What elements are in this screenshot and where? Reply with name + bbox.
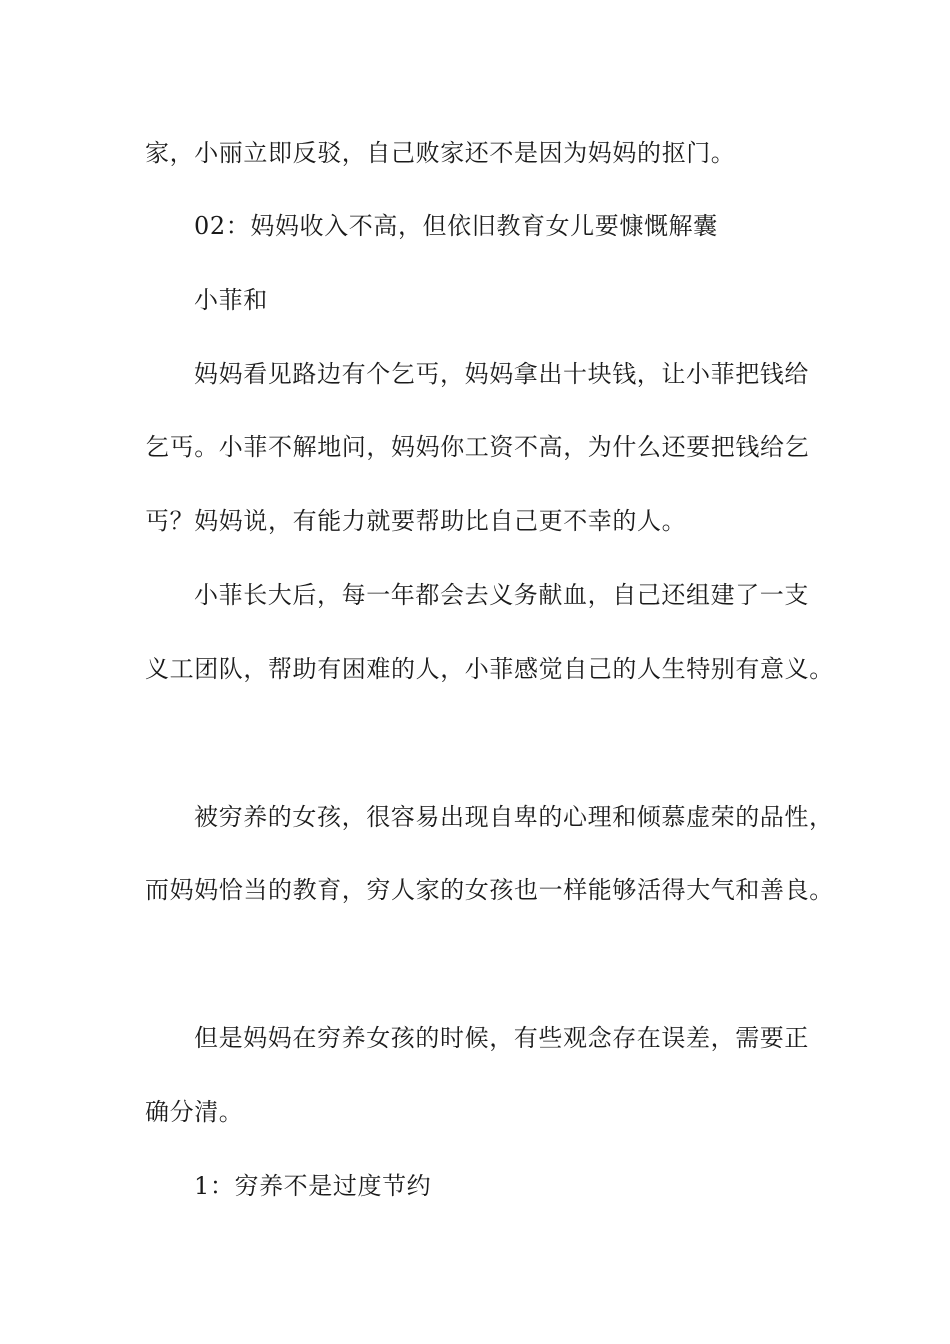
section-heading: 02：妈妈收入不高，但依旧教育女儿要慷慨解囊 xyxy=(194,212,718,240)
paragraph-start: 但是妈妈在穷养女孩的时候，有些观念存在误差，需要正 xyxy=(194,1024,809,1052)
text-line: 小菲和 xyxy=(194,286,268,314)
section-heading: 1：穷养不是过度节约 xyxy=(194,1172,432,1200)
paragraph-start: 妈妈看见路边有个乞丐，妈妈拿出十块钱，让小菲把钱给 xyxy=(194,360,809,388)
text-line: 丐？妈妈说，有能力就要帮助比自己更不幸的人。 xyxy=(145,507,687,535)
text-line: 而妈妈恰当的教育，穷人家的女孩也一样能够活得大气和善良。 xyxy=(145,876,834,904)
paragraph-start: 小菲长大后，每一年都会去义务献血，自己还组建了一支 xyxy=(194,581,809,609)
paragraph-start: 被穷养的女孩，很容易出现自卑的心理和倾慕虚荣的品性， xyxy=(194,803,834,831)
text-line: 义工团队，帮助有困难的人，小菲感觉自己的人生特别有意义。 xyxy=(145,655,834,683)
text-line: 乞丐。小菲不解地问，妈妈你工资不高，为什么还要把钱给乞 xyxy=(145,433,810,461)
text-line: 家，小丽立即反驳，自己败家还不是因为妈妈的抠门。 xyxy=(145,139,736,167)
text-line: 确分清。 xyxy=(145,1098,244,1126)
